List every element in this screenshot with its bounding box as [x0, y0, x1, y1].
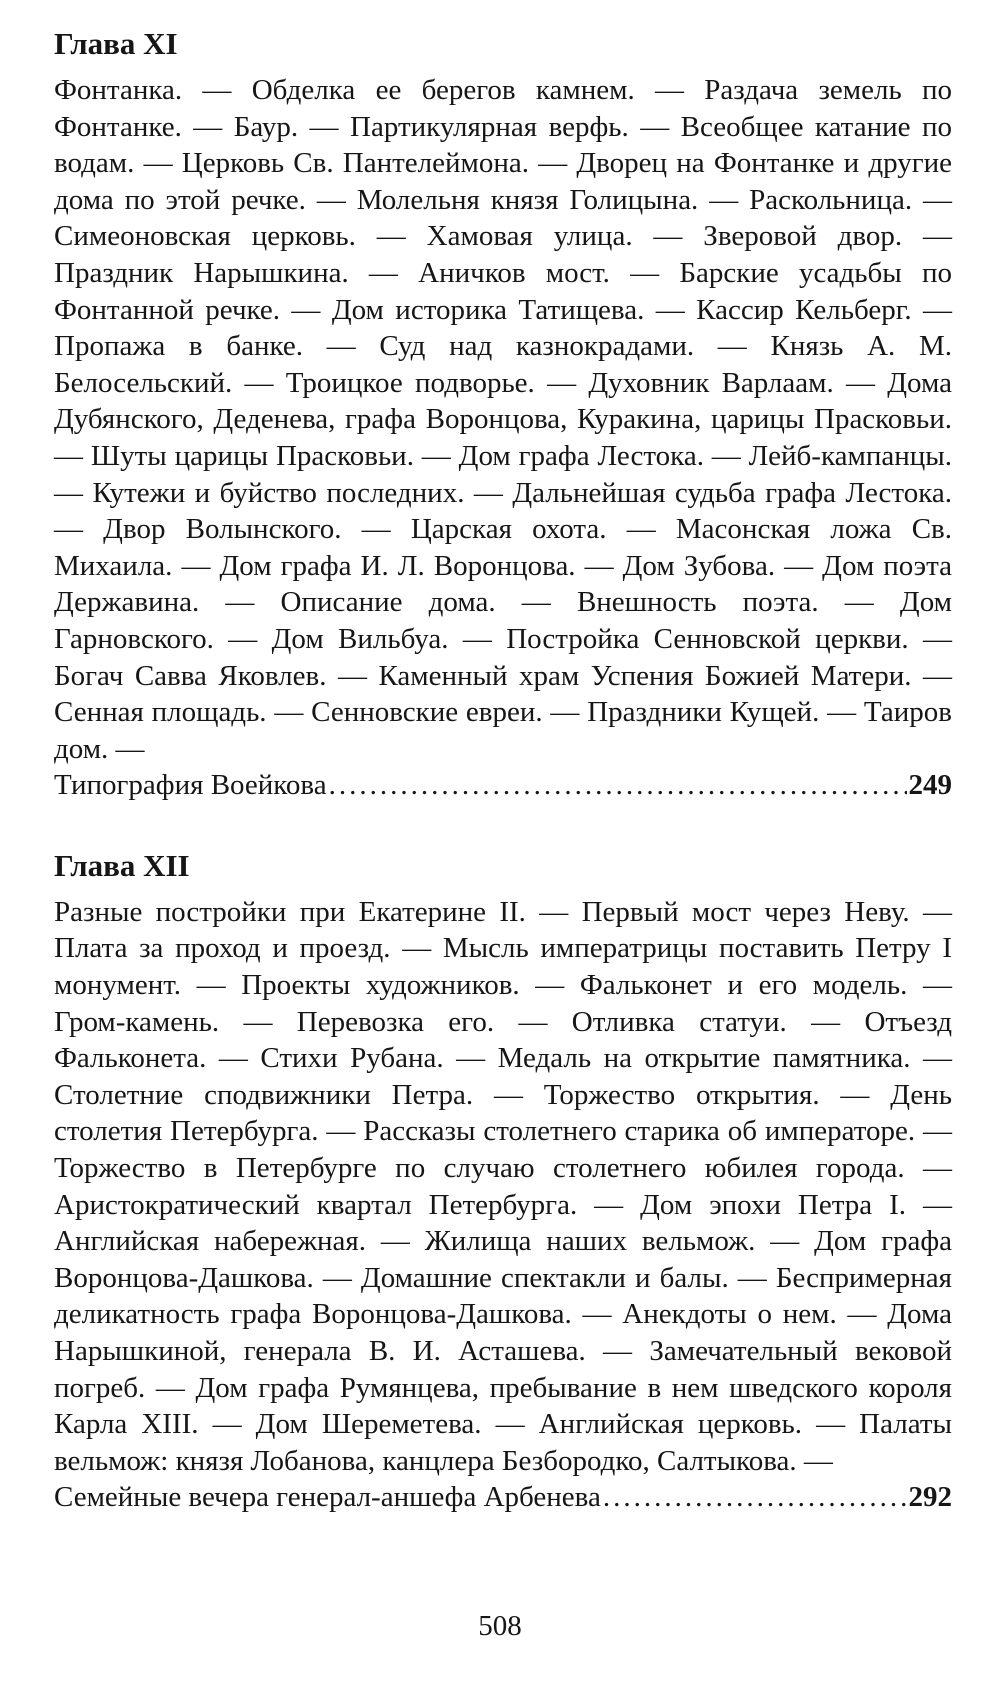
table-of-contents [54, 22, 952, 1516]
chapter-final-line [54, 767, 952, 804]
chapter-page-number: 292 [908, 1481, 952, 1514]
chapter-heading: Глава XII [54, 847, 190, 883]
chapter-entry-xi [54, 22, 952, 804]
chapter-final-text: Семейные вечера генерал-аншефа Арбенева [54, 1481, 601, 1514]
chapter-contents-text: Разные постройки при Екатерине II. — Первый мост через Неву. — Плата за проход и проезд. — Мысль императрицы поставить Петру I монумент. — Проекты художников. — Фальконет и его модель. — Гром-камень. — Перевозка его. — Отливка статуи. — Отъезд Фальконета. — Стихи Рубана. — Медаль на открытие памятника. — Столетние сподвижники Петра. — Торжество открытия. — День столетия Петербурга. — Рассказы столетнего старика об императоре. — Торжество в Петербурге по случаю столетнего юбилея города. — Аристократический квартал Петербурга. — Дом эпохи Петра I. — Английская набережная. — Жилища наших вельмож. — Дом графа Воронцова-Дашкова. — Домашние спектакли и балы. — Беспримерная деликатность графа Воронцова-Дашкова. — Анекдоты о нем. — Дома Нарышкиной, генерала В. И. Асташева. — Замечательный вековой погреб. — Дом графа Румянцева, пребывание в нем шведского короля Карла XIII. — Дом Шереметева. — Английская церковь. — Палаты вельмож: князя Лобанова, канцлера Безбородко, Салтыкова. — [54, 895, 952, 1477]
chapter-heading: Глава XI [54, 26, 178, 61]
chapter-final-line [54, 1479, 952, 1516]
chapter-entry-xii [54, 844, 952, 1516]
chapter-contents-text: Фонтанка. — Обделка ее берегов камнем. — Раздача земель по Фонтанке. — Баур. — Партикулярная верфь. — Всеобщее катание по водам. — Церковь Св. Пантелеймона. — Дворец на Фонтанке и другие дома по этой речке. — Молельня князя Голицына. — Раскольница. — Симеоновская церковь. — Хамовая улица. — Зверовой двор. — Праздник Нарышкина. — Аничков мост. — Барские усадьбы по Фонтанной речке. — Дом историка Татищева. — Кассир Кельберг. — Пропажа в банке. — Суд над казнокрадами. — Князь А. М. Белосельский. — Троицкое подворье. — Духовник Варлаам. — Дома Дубянского, Деденева, графа Воронцова, Куракина, царицы Прасковьи. — Шуты царицы Прасковьи. — Дом графа Лестока. — Лейб-кампанцы. — Кутежи и буйство последних. — Дальнейшая судьба графа Лестока. — Двор Волынского. — Царская охота. — Масонская ложа Св. Михаила. — Дом графа И. Л. Воронцова. — Дом Зубова. — Дом поэта Державина. — Описание дома. — Внешность поэта. — Дом Гарновского. — Дом Вильбуа. — Постройка Сенновской церкви. — Богач Савва Яковлев. — Каменный храм Успения Божией Матери. — Сенная площадь. — Сенновские евреи. — Праздники Кущей. — Таиров дом. — [54, 74, 952, 765]
dot-leader [603, 1479, 907, 1516]
page-number: 508 [478, 1610, 522, 1642]
chapter-page-number: 249 [908, 769, 952, 802]
chapter-final-text: Типография Воейкова [54, 769, 327, 802]
dot-leader [329, 767, 907, 804]
